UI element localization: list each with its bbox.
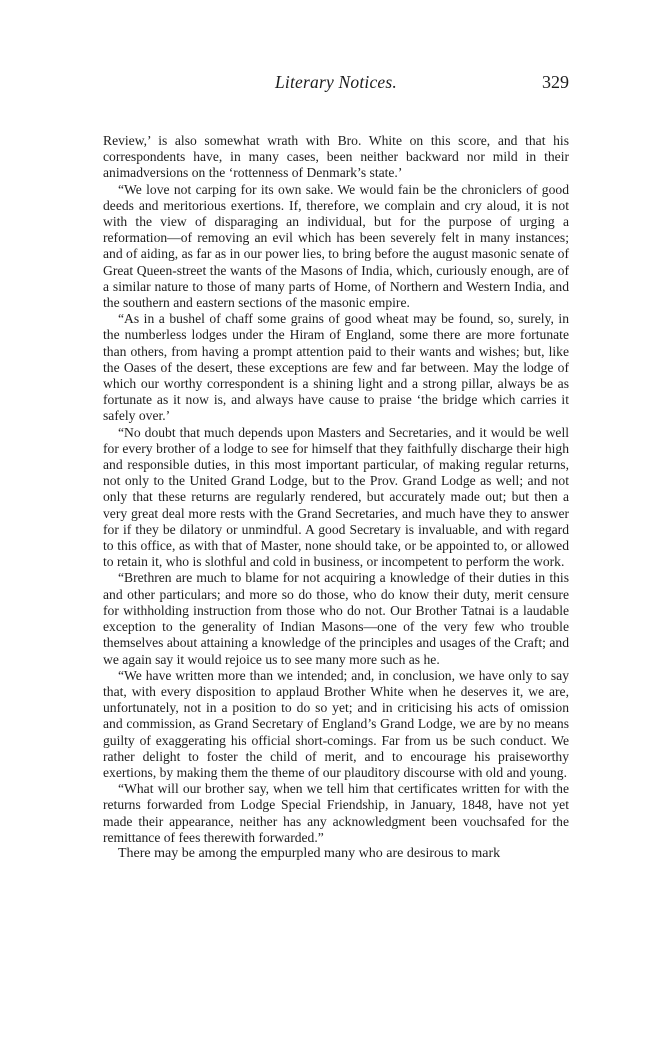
body-text (103, 133, 569, 862)
running-head (103, 72, 569, 102)
running-title: Literary Notices. (274, 72, 397, 92)
paragraph: “We love not carping for its own sake. We would fain be the chroniclers of good deeds and meritorious exertions. If, therefore, we complain and cry aloud, it is not with the view of disparaging an individual, but for the purpose of urging a reformation—of removing an evil which has been severely felt in many instances; and of aiding, as far as in our power lies, to bring before the august masonic senate of Great Queen-street the wants of the Masons of India, which, curiously enough, are of a similar nature to those of many parts of Home, of Northern and Western India, and the southern and eastern sections of the masonic empire. (103, 181, 569, 311)
paragraph: “As in a bushel of chaff some grains of good wheat may be found, so, surely, in the numberless lodges under the Hiram of England, some there are more fortunate than others, from having a prompt attention paid to their wants and wishes; but, like the Oases of the desert, these exceptions are few and far between. May the lodge of which our worthy correspondent is a shining light and a strong pillar, always be as fortunate as it now is, and always have cause to praise ‘the bridge which carries it safely over.’ (103, 311, 569, 424)
paragraph: “No doubt that much depends upon Masters and Secretaries, and it would be well for every brother of a lodge to see for himself that they faithfully discharge their high and responsible duties, in this most important particular, of making regular returns, not only to the United Grand Lodge, but to the Prov. Grand Lodge as well; and not only that these returns are regularly rendered, but accurately made out; but then a very great deal more rests with the Grand Secretaries, and much have they to answer for if they be dilatory or unmindful. A good Secretary is invaluable, and with regard to this office, as with that of Master, none should take, or be appointed to, or allowed to retain it, who is slothful and cold in business, or incompetent to perform the work. (103, 424, 569, 570)
paragraph: “What will our brother say, when we tell him that certificates written for with the returns forwarded from Lodge Special Friendship, in January, 1848, have not yet made their appearance, neither has any acknowledgment been vouchsafed for the remittance of fees therewith forwarded.” (103, 781, 569, 845)
page-number: 329 (542, 72, 569, 92)
paragraph-continuation: Review,’ is also somewhat wrath with Bro. White on this score, and that his correspondents have, in many cases, been neither backward nor mild in their animadversions on the ‘rottenness of Denmark’s state.’ (103, 133, 569, 181)
paragraph: “We have written more than we intended; and, in conclusion, we have only to say that, with every disposition to applaud Brother White when he deserves it, we are, unfortunately, not in a position to do so yet; and in criticising his acts of omission and commission, as Grand Secretary of England’s Grand Lodge, we are by no means guilty of exaggerating his official short-comings. Far from us be such conduct. We rather delight to foster the child of merit, and to encourage his praiseworthy exertions, by making them the theme of our plauditory discourse with old and young. (103, 667, 569, 780)
book-page (103, 72, 569, 862)
paragraph-continues: There may be among the empurpled many who are desirous to mark (118, 845, 501, 861)
paragraph: “Brethren are much to blame for not acquiring a knowledge of their duties in this and other particulars; and more so do those, who do know their duty, merit censure for withholding instruction from those who do not. Our Brother Tatnai is a laudable exception to the generality of Indian Masons—one of the very few who trouble themselves about attaining a knowledge of the principles and usages of the Craft; and we again say it would rejoice us to see many more such as he. (103, 570, 569, 667)
